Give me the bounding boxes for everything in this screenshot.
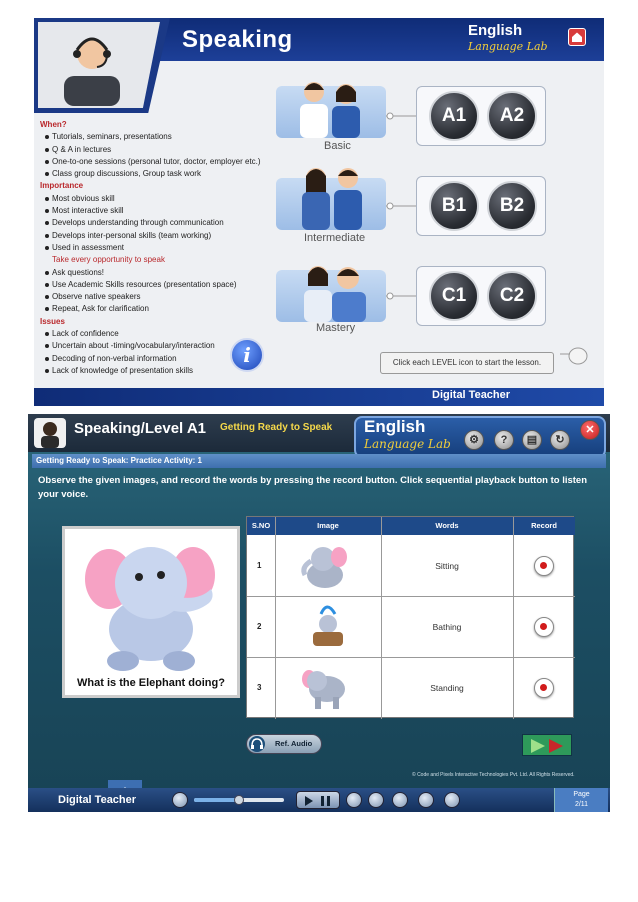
- list-item: Used in assessment: [40, 242, 290, 254]
- page-indicator: [554, 788, 608, 812]
- section-heading: Issues: [40, 316, 65, 326]
- level-c2-button[interactable]: C2: [487, 271, 537, 321]
- word-label: Bathing: [432, 622, 462, 632]
- students-icon: [296, 260, 372, 322]
- click-hint: Click each LEVEL icon to start the lesson.: [380, 352, 554, 374]
- section-heading: When?: [40, 120, 67, 129]
- level-a1-button[interactable]: A1: [429, 91, 479, 141]
- record-button[interactable]: [534, 678, 554, 698]
- ref-audio-button[interactable]: [246, 734, 322, 754]
- elephant-bathing-image: [303, 600, 353, 654]
- headphones-icon: [249, 736, 265, 752]
- level-b1-button[interactable]: B1: [429, 181, 479, 231]
- mouse-icon: [560, 344, 590, 366]
- level-c1-button[interactable]: C1: [429, 271, 479, 321]
- page-title: Speaking: [182, 26, 293, 53]
- page-label: Page: [573, 791, 590, 798]
- word-label: Sitting: [435, 561, 459, 571]
- menu-icon[interactable]: [172, 792, 188, 808]
- record-button[interactable]: [534, 617, 554, 637]
- word-label: Standing: [430, 683, 464, 693]
- list-item: Q & A in lectures: [40, 144, 290, 156]
- list-item: Observe native speakers: [40, 291, 290, 303]
- headset-speaker-icon: [52, 26, 132, 106]
- list-item: Ask questions!: [40, 267, 290, 279]
- list-item: Most obvious skill: [40, 193, 290, 205]
- brand-english: English: [468, 22, 523, 39]
- brand-language-lab: Language Lab: [468, 40, 548, 53]
- progress-knob[interactable]: [234, 795, 244, 805]
- digital-teacher-logo: Digital Teacher: [58, 794, 137, 806]
- activity-bar: Getting Ready to Speak: Practice Activity: 1: [32, 454, 606, 468]
- progress-fill: [194, 798, 239, 802]
- level-mastery: [276, 256, 386, 336]
- list-item: Lack of knowledge of presentation skills: [40, 365, 290, 377]
- level-label: Basic: [324, 140, 351, 152]
- elephant-picture-card: [62, 526, 240, 698]
- replay-icon[interactable]: [418, 792, 434, 808]
- stop-icon[interactable]: [368, 792, 384, 808]
- lesson-player-panel: [28, 414, 610, 812]
- students-icon: [290, 76, 370, 138]
- speaker-avatar-card: [34, 18, 170, 113]
- brand-language-lab: Language Lab: [364, 437, 451, 451]
- top-footer: [34, 388, 604, 406]
- refresh-icon[interactable]: ↻: [550, 430, 570, 450]
- picture-question: What is the Elephant doing?: [77, 677, 225, 689]
- list-item: Tutorials, seminars, presentations: [40, 131, 290, 143]
- play-icon: [523, 735, 573, 757]
- level-basic-buttons: [416, 86, 546, 146]
- digital-teacher-logo: Digital Teacher: [432, 389, 511, 401]
- level-basic: [276, 76, 386, 152]
- table-row: [247, 657, 575, 719]
- player-control-bar: [28, 788, 610, 812]
- list-item: Use Academic Skills resources (presentation space): [40, 279, 290, 291]
- progress-slider[interactable]: [194, 798, 284, 802]
- level-mastery-buttons: [416, 266, 546, 326]
- user-avatar: [34, 418, 66, 448]
- section-heading: Importance: [40, 181, 84, 191]
- lesson-title: Speaking/Level A1: [74, 420, 206, 437]
- row-number: 3: [257, 683, 262, 692]
- connector-lines: [386, 108, 418, 308]
- col-header-words: Words: [381, 517, 513, 535]
- col-header-sno: S.NO: [247, 517, 275, 535]
- col-header-image: Image: [275, 517, 381, 535]
- list-item: One-to-one sessions (personal tutor, doctor, employer etc.): [40, 156, 290, 168]
- row-number: 2: [257, 622, 262, 631]
- col-header-record: Record: [513, 517, 575, 535]
- elephant-sitting-image: [297, 541, 357, 591]
- level-label: Intermediate: [304, 232, 366, 244]
- list-item: Develops inter-personal skills (team working): [40, 230, 290, 242]
- level-label: Mastery: [316, 322, 356, 334]
- level-intermediate: [276, 164, 386, 242]
- next-icon[interactable]: [444, 792, 460, 808]
- list-item: Class group discussions, Group task work: [40, 168, 290, 180]
- students-icon: [292, 164, 372, 230]
- brand-box: [354, 416, 606, 458]
- section-subheading: Take every opportunity to speak: [52, 255, 165, 265]
- table-row: [247, 596, 575, 657]
- book-icon[interactable]: ▤: [522, 430, 542, 450]
- words-table: [246, 516, 574, 718]
- list-item: Lack of confidence: [40, 328, 290, 340]
- brand-english: English: [364, 417, 426, 436]
- elephant-standing-image: [297, 663, 357, 713]
- close-icon[interactable]: ✕: [580, 420, 600, 440]
- copyright: © Code and Pixels Interactive Technologies Pvt. Ltd. All Rights Reserved.: [412, 772, 575, 778]
- help-icon[interactable]: ?: [494, 430, 514, 450]
- sequential-playback-button[interactable]: [522, 734, 572, 756]
- gear-icon[interactable]: ⚙: [464, 430, 484, 450]
- play-pause-button[interactable]: [296, 791, 340, 809]
- lesson-subtitle: Getting Ready to Speak: [220, 422, 333, 433]
- volume-icon[interactable]: [346, 792, 362, 808]
- list-item: Decoding of non-verbal information: [40, 353, 290, 365]
- list-item: Repeat, Ask for clarification: [40, 303, 290, 315]
- home-icon[interactable]: [568, 28, 586, 46]
- list-item: Develops understanding through communication: [40, 217, 290, 229]
- list-item: Most interactive skill: [40, 205, 290, 217]
- level-intermediate-buttons: [416, 176, 546, 236]
- row-number: 1: [257, 561, 262, 570]
- level-b2-button[interactable]: B2: [487, 181, 537, 231]
- level-a2-button[interactable]: A2: [487, 91, 537, 141]
- previous-icon[interactable]: [392, 792, 408, 808]
- table-row: [247, 535, 575, 596]
- ref-audio-label: Ref. Audio: [275, 739, 313, 748]
- info-icon[interactable]: i: [230, 338, 264, 372]
- list-item: Uncertain about -timing/vocabulary/interaction: [40, 340, 290, 352]
- menu-toggle-tab[interactable]: [108, 780, 142, 788]
- page-value: 2/11: [574, 801, 589, 808]
- elephant-illustration: [79, 533, 223, 673]
- speaking-overview-panel: [34, 18, 604, 406]
- record-button[interactable]: [534, 556, 554, 576]
- instructions: Observe the given images, and record the words by pressing the record button. Click sequential playback button to listen your voice.: [38, 475, 588, 500]
